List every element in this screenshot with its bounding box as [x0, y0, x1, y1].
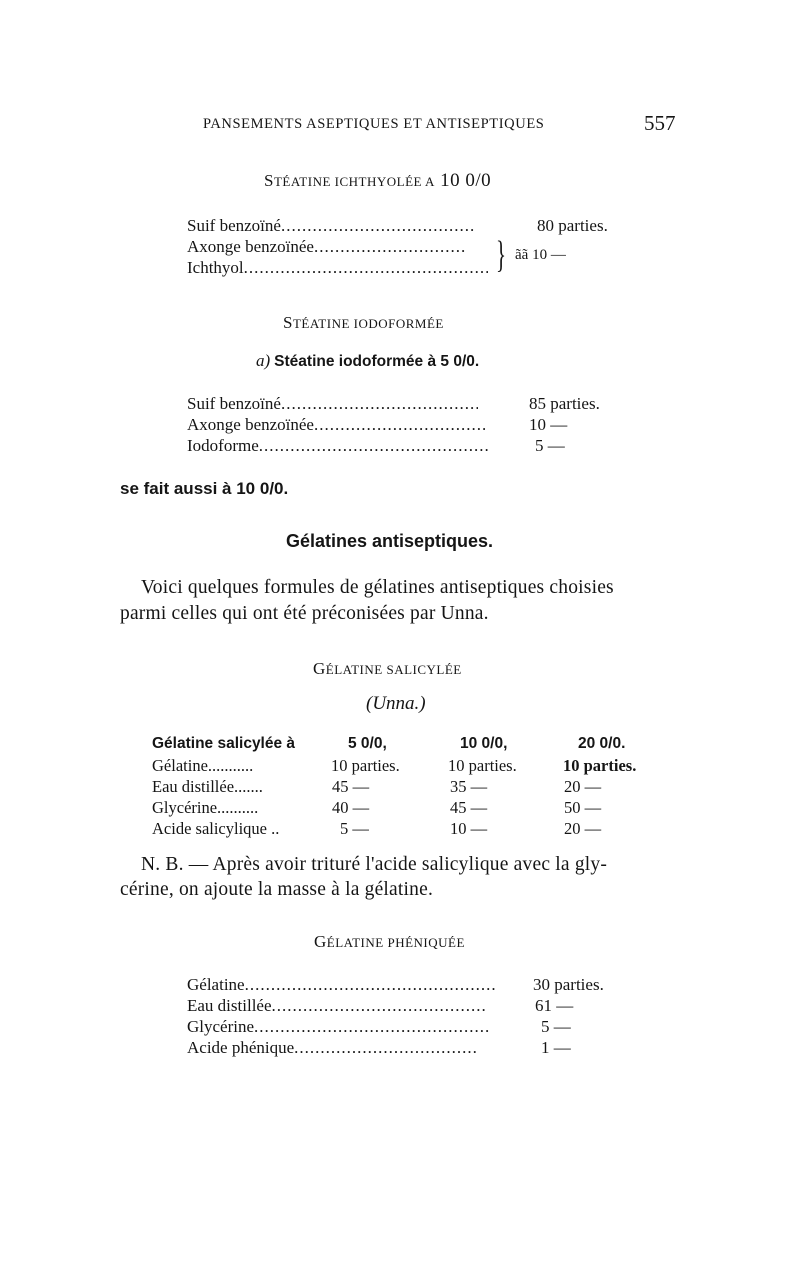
subsection-text: Stéatine iodoformée à 5 0/0.	[274, 353, 480, 370]
leader-dots	[244, 258, 488, 278]
ingredient-name: Axonge benzoïnée	[187, 237, 314, 256]
table-cell: 10 —	[450, 819, 488, 838]
table-cell: 45 —	[450, 798, 488, 817]
shared-quantity: ãã 10 —	[515, 247, 566, 263]
paragraph-line: Voici quelques formules de gélatines antiseptiques choisies	[141, 577, 614, 598]
title-initial: S	[264, 171, 274, 190]
ingredient-name: Suif benzoïné	[187, 394, 281, 413]
title-initial: G	[313, 659, 326, 678]
leader-dots	[314, 237, 466, 257]
brace: }	[496, 234, 507, 276]
running-title: PANSEMENTS ASEPTIQUES ET ANTISEPTIQUES	[203, 116, 545, 132]
table-cell: 10 parties.	[448, 756, 517, 775]
ingredient-name: Gélatine	[187, 975, 245, 994]
title-small-caps: ÉLATINE SALICYLÉE	[325, 662, 462, 677]
leader-dots	[259, 436, 490, 456]
ingredient-name: Iodoforme	[187, 436, 259, 455]
ingredient-quantity: 5 —	[535, 436, 565, 455]
ingredient-quantity: 5 —	[541, 1017, 571, 1036]
title-initial: G	[314, 932, 327, 951]
table-cell: 20 —	[564, 819, 602, 838]
table-header-col: 20 0/0.	[578, 735, 626, 752]
table-cell: Acide salicylique ..	[152, 819, 280, 838]
leader-dots	[245, 975, 495, 995]
ingredient-quantity: 10 —	[529, 415, 568, 434]
ingredient-quantity: 80 parties.	[537, 216, 608, 235]
table-header-col: 10 0/0,	[460, 735, 508, 752]
leader-dots	[294, 1038, 478, 1058]
paragraph-line: parmi celles qui ont été préconisées par Unna.	[120, 603, 489, 624]
ingredient-row	[187, 436, 490, 456]
table-cell: 45 —	[332, 777, 370, 796]
table-header-col: 5 0/0,	[348, 735, 387, 752]
section-title-gelatine-salicylee	[313, 659, 462, 679]
ingredient-row	[187, 258, 488, 278]
nb-paragraph-line: N. B. — Après avoir trituré l'acide salicylique avec la gly-	[141, 854, 608, 875]
ingredient-row	[187, 216, 476, 236]
title-initial: S	[283, 313, 293, 332]
section-heading: Gélatines antiseptiques.	[286, 531, 494, 551]
ingredient-quantity: 85 parties.	[529, 394, 600, 413]
table-cell: 40 —	[332, 798, 370, 817]
table-cell: 20 —	[564, 777, 602, 796]
ingredient-name: Ichthyol	[187, 258, 244, 277]
ingredient-row	[187, 415, 485, 435]
ingredient-row	[187, 996, 485, 1016]
leader-dots	[281, 394, 478, 414]
title-small-caps: ÉLATINE PHÉNIQUÉE	[326, 935, 465, 950]
ingredient-row	[187, 1017, 491, 1037]
ingredient-name: Eau distillée	[187, 996, 272, 1015]
title-concentration: 10 0/0	[434, 170, 492, 191]
ingredient-quantity: 1 —	[541, 1038, 571, 1057]
ingredient-row	[187, 394, 478, 414]
note-text: se fait aussi à 10 0/0.	[120, 479, 289, 498]
table-cell: 50 —	[564, 798, 602, 817]
leader-dots	[272, 996, 485, 1016]
ingredient-name: Axonge benzoïnée	[187, 415, 314, 434]
ingredient-quantity: 61 —	[535, 996, 574, 1015]
subsection-letter: a)	[256, 351, 271, 370]
page-number: 557	[644, 111, 676, 135]
table-cell: Gélatine...........	[152, 756, 254, 775]
table-cell: Glycérine..........	[152, 798, 259, 817]
ingredient-quantity: 30 parties.	[533, 975, 604, 994]
table-cell: Eau distillée.......	[152, 777, 263, 796]
section-title-steatine-ichthyolee	[264, 170, 491, 192]
subsection-title	[256, 351, 479, 371]
table-cell: 10 parties.	[331, 756, 400, 775]
section-title-gelatine-phenique	[314, 932, 465, 952]
table-cell: 10 parties.	[563, 756, 637, 775]
title-small-caps: TÉATINE IODOFORMÉE	[292, 316, 444, 331]
section-title-steatine-iodoformee	[283, 313, 444, 333]
nb-paragraph-line: cérine, on ajoute la masse à la gélatine.	[120, 879, 434, 900]
leader-dots	[314, 415, 485, 435]
leader-dots	[254, 1017, 491, 1037]
table-header-label: Gélatine salicylée à	[152, 735, 296, 752]
table-cell: 5 —	[340, 819, 369, 838]
ingredient-row	[187, 975, 495, 995]
ingredient-name: Suif benzoïné	[187, 216, 281, 235]
author-attribution: (Unna.)	[366, 693, 426, 714]
ingredient-row	[187, 1038, 478, 1058]
ingredient-row	[187, 237, 466, 257]
table-cell: 35 —	[450, 777, 488, 796]
ingredient-name: Acide phénique	[187, 1038, 295, 1057]
ingredient-name: Glycérine	[187, 1017, 255, 1036]
title-small-caps: TÉATINE ICHTHYOLÉE A	[273, 174, 435, 189]
leader-dots	[281, 216, 476, 236]
